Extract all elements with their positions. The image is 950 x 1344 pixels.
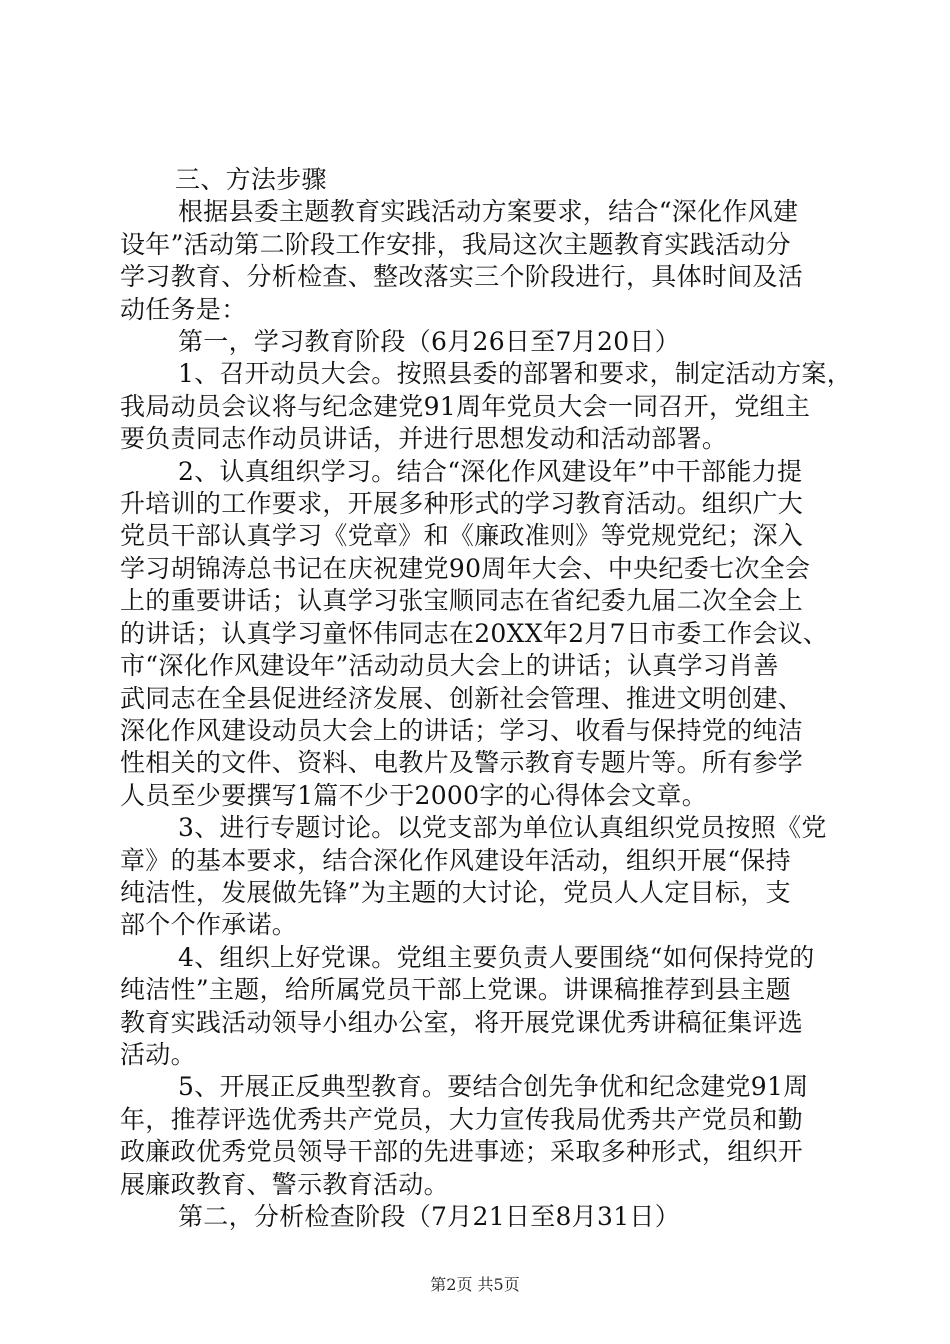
text-line: 的讲话；认真学习童怀伟同志在20XX年2月7日市委工作会议、 [120, 618, 829, 648]
text-line: 要负责同志作动员讲话，并进行思想发动和活动部署。 [120, 424, 728, 454]
paragraph [120, 196, 832, 326]
section-heading: 三、方法步骤 [175, 165, 327, 194]
text-line: 纯洁性，发展做先锋”为主题的大讨论，党员人人定目标，支 [120, 877, 791, 907]
text-line: 纯洁性”主题，给所属党员干部上党课。讲课稿推荐到县主题 [120, 975, 791, 1005]
text-line: 升培训的工作要求，开展多种形式的学习教育活动。组织广大 [120, 489, 804, 519]
text-line: 第二，分析检查阶段（7月21日至8月31日） [178, 1202, 681, 1231]
text-line: 学习胡锦涛总书记在庆祝建党90周年大会、中央纪委七次全会 [120, 553, 811, 583]
text-line: 动任务是： [120, 294, 247, 324]
text-line: 第一，学习教育阶段（6月26日至7月20日） [178, 327, 681, 357]
text-line: 设年”活动第二阶段工作安排，我局这次主题教育实践活动分 [120, 229, 791, 259]
text-line: 展廉政教育、警示教育活动。 [120, 1169, 449, 1199]
page-footer: 第2页 共5页 [430, 1275, 520, 1294]
paragraph [120, 812, 832, 942]
paragraph-container [120, 196, 853, 1233]
text-line: 根据县委主题教育实践活动方案要求，结合“深化作风建 [178, 197, 799, 227]
text-line: 部个个作承诺。 [120, 910, 298, 940]
document-body [120, 164, 853, 1233]
text-line: 上的重要讲话；认真学习张宝顺同志在省纪委九届二次全会上 [120, 586, 804, 616]
text-line: 章》的基本要求，结合深化作风建设年活动，组织开展“保持 [120, 845, 791, 875]
text-line: 年，推荐评选优秀共产党员，大力宣传我局优秀共产党员和勤 [120, 1104, 804, 1134]
text-line: 党员干部认真学习《党章》和《廉政准则》等党规党纪；深入 [120, 521, 804, 551]
text-line: 活动。 [120, 1039, 196, 1069]
paragraph [120, 358, 853, 455]
text-line: 我局动员会议将与纪念建党91周年党员大会一同召开，党组主 [120, 391, 811, 421]
text-line: 深化作风建设动员大会上的讲话；学习、收看与保持党的纯洁 [120, 715, 804, 745]
paragraph [120, 1071, 832, 1201]
text-line: 3、进行专题讨论。以党支部为单位认真组织党员按照《党 [178, 813, 827, 843]
paragraph [120, 456, 832, 812]
text-line: 教育实践活动领导小组办公室，将开展党课优秀讲稿征集评选 [120, 1007, 804, 1037]
text-line: 武同志在全县促进经济发展、创新社会管理、推进文明创建、 [120, 683, 804, 713]
paragraph [120, 326, 832, 358]
text-line: 学习教育、分析检查、整改落实三个阶段进行，具体时间及活 [120, 262, 804, 292]
text-line: 人员至少要撰写1篇不少于2000字的心得体会文章。 [120, 780, 708, 810]
text-line: 政廉政优秀党员领导干部的先进事迹；采取多种形式，组织开 [120, 1137, 804, 1167]
text-line: 2、认真组织学习。结合“深化作风建设年”中干部能力提 [178, 456, 803, 486]
text-line: 4、组织上好党课。党组主要负责人要围绕“如何保持党的 [178, 942, 815, 972]
paragraph [120, 1201, 832, 1233]
paragraph [120, 942, 832, 1072]
text-line: 5、开展正反典型教育。要结合创先争优和纪念建党91周 [178, 1072, 809, 1102]
text-line: 市“深化作风建设年”活动动员大会上的讲话；认真学习肖善 [120, 651, 779, 681]
text-line: 1、召开动员大会。按照县委的部署和要求，制定活动方案， [178, 359, 853, 389]
text-line: 性相关的文件、资料、电教片及警示教育专题片等。所有参学 [120, 748, 804, 778]
